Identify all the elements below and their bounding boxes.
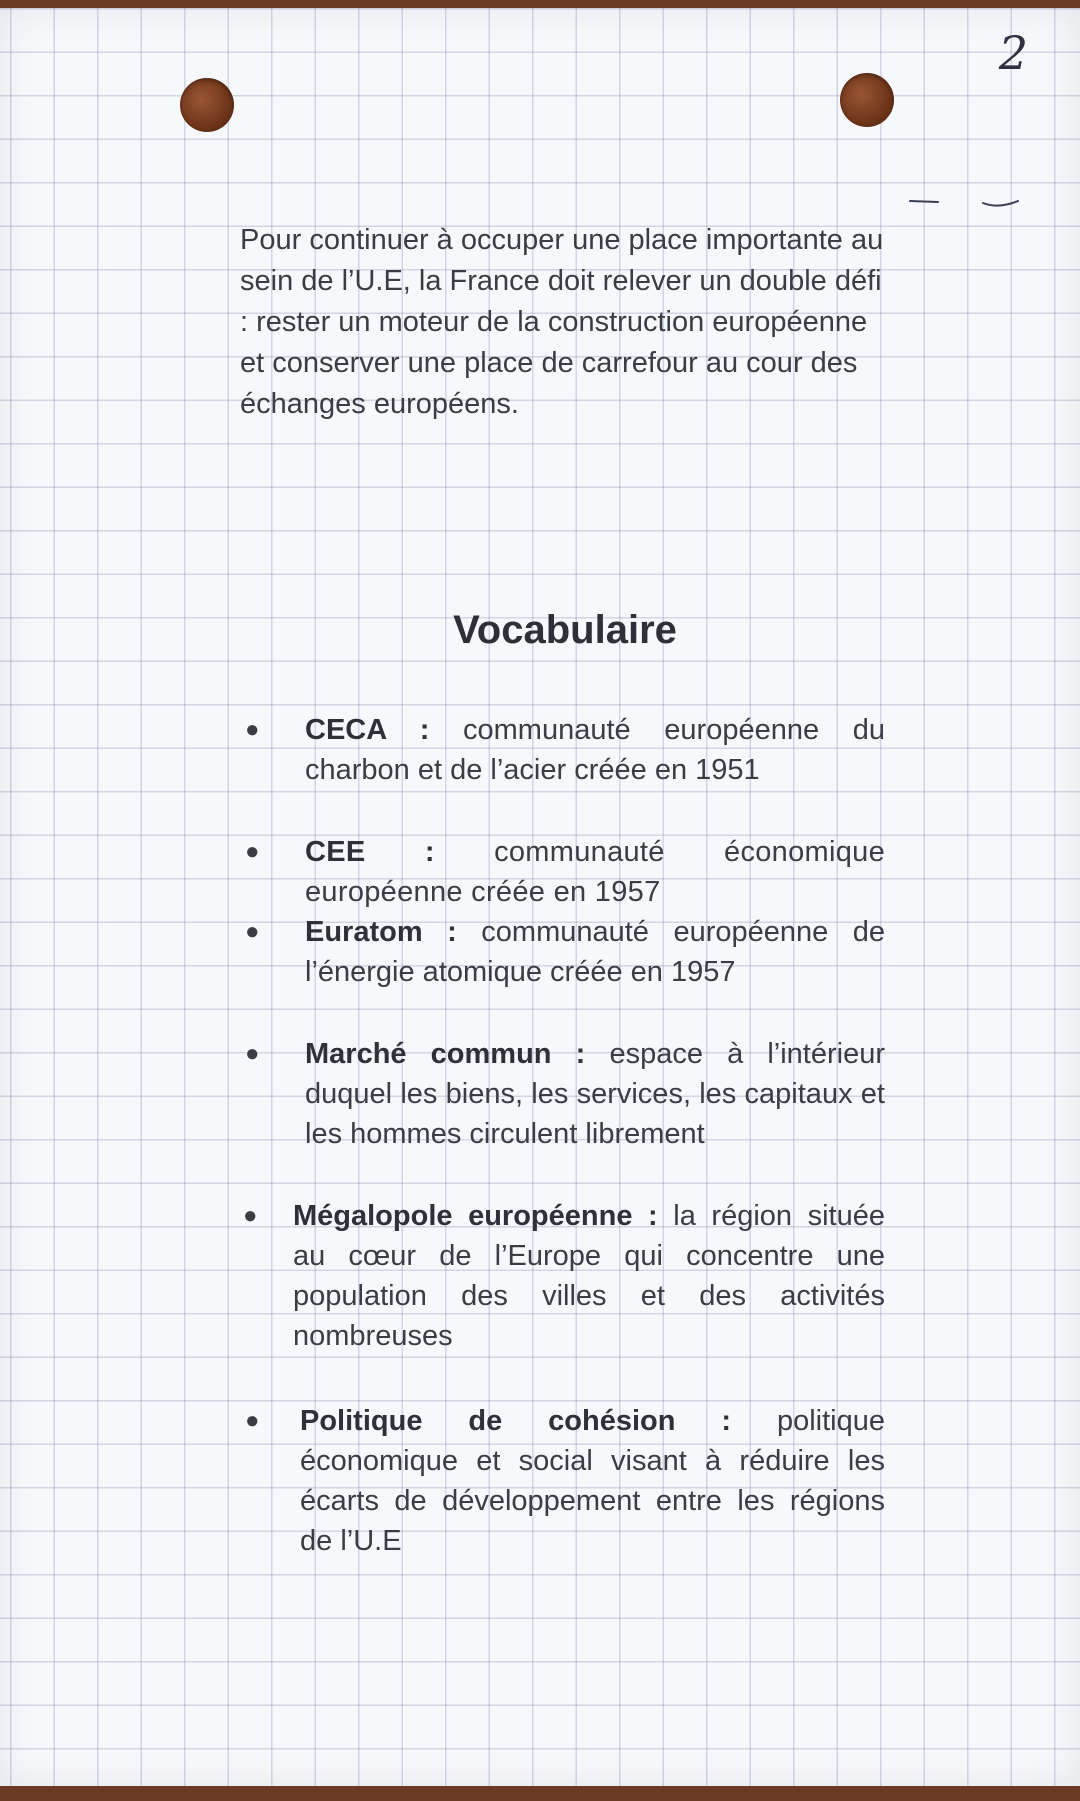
vocab-item-euratom bbox=[245, 912, 886, 992]
vocab-item-ceca bbox=[245, 710, 885, 790]
vocab-definition: communauté économique européenne créée en 1957 bbox=[305, 836, 886, 908]
vocab-term: Mégalopole européenne : bbox=[293, 1200, 674, 1232]
vocab-item-politique-cohesion bbox=[245, 1401, 885, 1561]
bullet-icon: ● bbox=[243, 1202, 258, 1229]
vocab-term: Marché commun : bbox=[305, 1038, 610, 1070]
vocab-definition: la région située au cœur de l’Europe qui concentre une population des villes et des activités nombreuses bbox=[293, 1200, 886, 1352]
vocab-term: Politique de cohésion : bbox=[300, 1405, 777, 1437]
page-number: 2 bbox=[998, 26, 1028, 80]
vocab-item-marche-commun bbox=[245, 1034, 885, 1154]
vocab-definition: communauté européenne du charbon et de l’acier créée en 1951 bbox=[305, 714, 885, 786]
pen-marks bbox=[908, 193, 1028, 213]
punch-hole-right bbox=[840, 73, 894, 127]
grid-paper-sheet bbox=[0, 8, 1080, 1786]
vocab-definition: communauté européenne de l’énergie atomique créée en 1957 bbox=[305, 916, 886, 988]
vocab-term: CEE : bbox=[305, 836, 495, 868]
bullet-icon: ● bbox=[245, 918, 260, 945]
intro-paragraph: Pour continuer à occuper une place importante au sein de l’U.E, la France doit relever un double défi : rester un moteur de la construction européenne et conserver une place de carrefour au cour des échanges européens. bbox=[240, 224, 884, 420]
bullet-icon: ● bbox=[245, 716, 260, 743]
vocab-term: Euratom : bbox=[305, 916, 482, 948]
bullet-icon: ● bbox=[245, 838, 260, 865]
vocab-definition: espace à l’intérieur duquel les biens, les services, les capitaux et les hommes circulent librement bbox=[305, 1038, 885, 1150]
bullet-icon: ● bbox=[245, 1040, 260, 1067]
punch-hole-left bbox=[180, 78, 234, 132]
vocabulary-title: Vocabulaire bbox=[453, 608, 677, 652]
bullet-icon: ● bbox=[245, 1407, 260, 1434]
vocab-term: CECA : bbox=[305, 714, 464, 746]
vocab-item-cee bbox=[245, 832, 886, 912]
vocab-definition: politique économique et social visant à réduire les écarts de développement entre les régions de l’U.E bbox=[300, 1405, 885, 1557]
vocab-item-megalopole bbox=[243, 1196, 886, 1356]
